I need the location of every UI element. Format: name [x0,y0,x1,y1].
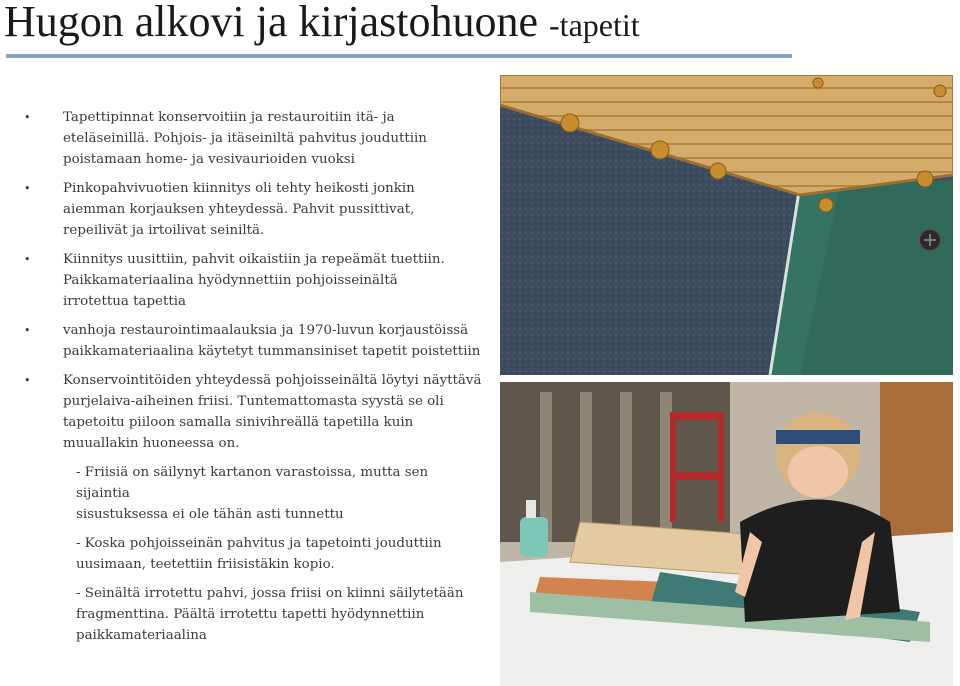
bullet-line: purjelaiva-aiheinen friisi. Tuntemattomasta syystä se oli [63,394,444,409]
bullet-item [24,107,484,170]
conservator-illustration [500,382,953,686]
bullet-line: poistamaan home- ja vesivaurioiden vuoksi [63,152,355,167]
sub-line: sisustuksessa ei ole tähän asti tunnettu [76,507,344,522]
bullet-item [24,320,484,362]
bullet-line: paikkamateriaalina käytetyt tummansiniset tapetit poistettiin [63,344,481,359]
sub-line: - Koska pohjoisseinän pahvitus ja tapetointi jouduttiin [76,536,442,551]
conservator-at-work-photo [500,382,953,686]
bullet-line: Tapettipinnat konservoitiin ja restauroitiin itä- ja [63,110,395,125]
bullet-line: Konservointitöiden yhteydessä pohjoisseinältä löytyi näyttävä [63,373,482,388]
sub-line: - Seinältä irrotettu pahvi, jossa friisi on kiinni säilytetään [76,586,464,601]
bullet-line: Pinkopahvivuotien kiinnitys oli tehty heikosti jonkin [63,181,415,196]
text-content [24,107,484,654]
bullet-glyph: • [24,253,31,266]
bullet-item [24,249,484,312]
sub-item [76,462,484,525]
bullet-line: tapetoitu piiloon samalla sinivihreällä tapetilla kuin [63,415,414,430]
sub-item [76,533,484,575]
sub-item [76,583,484,646]
sub-line: uusimaan, teetettiin friisistäkin kopio. [76,557,335,572]
bullet-line: muuallakin huoneessa on. [63,436,240,451]
alcove-ceiling-photo [500,75,953,375]
bullet-line: Paikkamateriaalina hyödynnettiin pohjoisseinältä [63,273,398,288]
bullet-line: vanhoja restaurointimaalauksia ja 1970-luvun korjaustöissä [63,323,469,338]
bullet-item [24,370,484,454]
bullet-line: irrotettua tapettia [63,294,186,309]
bullet-line: aiemman korjauksen yhteydessä. Pahvit pussittivat, [63,202,415,217]
bullet-glyph: • [24,374,31,387]
bullet-glyph: • [24,324,31,337]
bullet-line: eteläseinillä. Pohjois- ja itäseiniltä pahvitus jouduttiin [63,131,427,146]
bullet-line: repeilivät ja irtoilivat seiniltä. [63,223,265,238]
page-title [4,0,640,51]
title-main: Hugon alkovi ja kirjastohuone [4,0,539,46]
alcove-ceiling-illustration [500,75,953,375]
bullet-glyph: • [24,182,31,195]
sub-line: - Friisiä on säilynyt kartanon varastoissa, mutta sen sijaintia [76,465,429,501]
sub-line: paikkamateriaalina [76,628,207,643]
bullet-glyph: • [24,111,31,124]
bullet-line: Kiinnitys uusittiin, pahvit oikaistiin ja repeämät tuettiin. [63,252,445,267]
bullet-item [24,178,484,241]
sub-line: fragmenttina. Päältä irrotettu tapetti hyödynnettiin [76,607,425,622]
title-underline [6,54,792,58]
title-suffix: -tapetit [549,7,640,43]
